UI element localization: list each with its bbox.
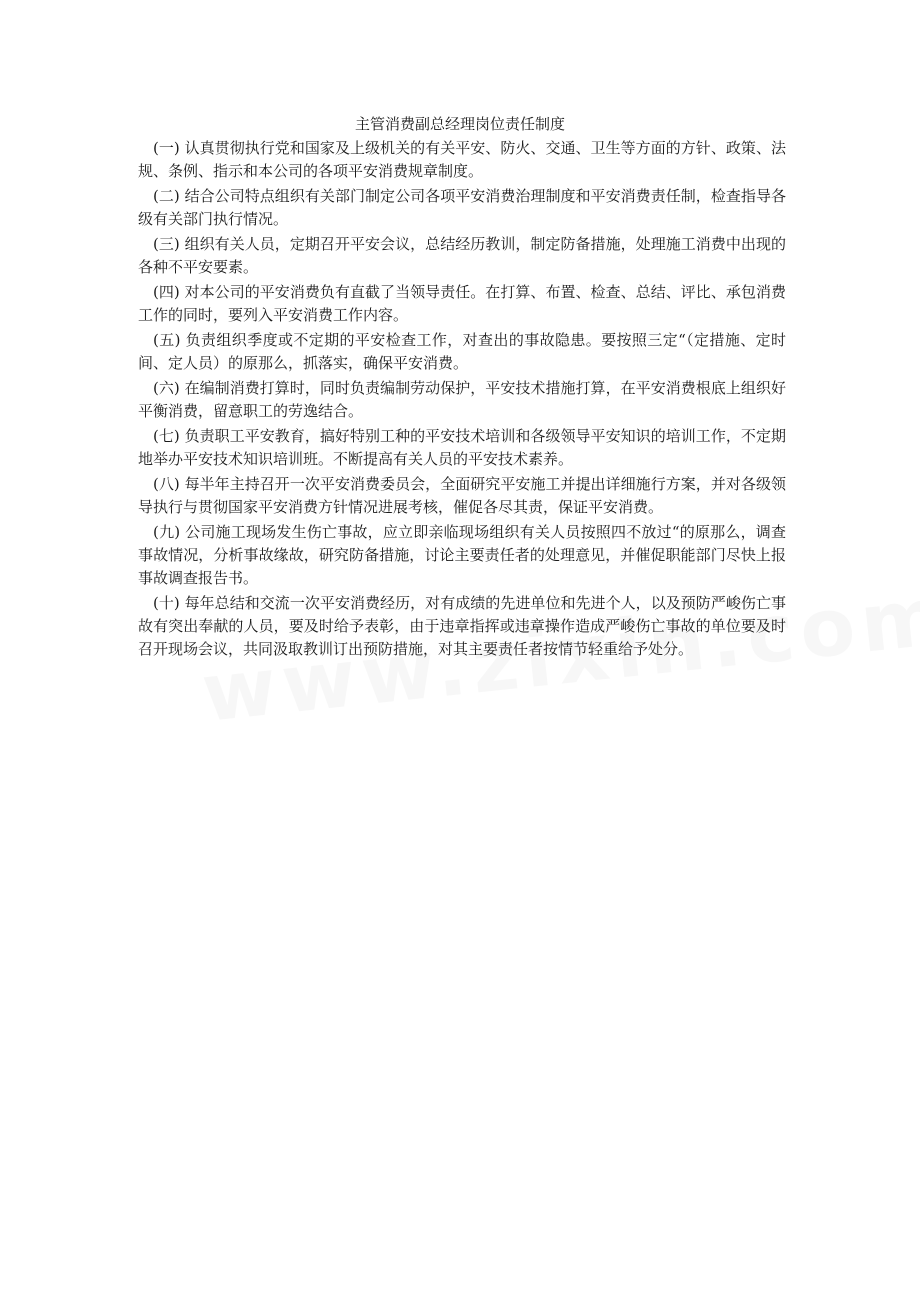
paragraph: (四) 对本公司的平安消费负有直截了当领导责任。在打算、布置、检查、总结、评比、承包消费工作的同时，要列入平安消费工作内容。 [138,283,786,324]
paragraph: (十) 每年总结和交流一次平安消费经历，对有成绩的先进单位和先进个人，以及预防严峻伤亡事故有突出奉献的人员，要及时给予表彰，由于违章指挥或违章操作造成严峻伤亡事故的单位要及时召开现场会议，共同汲取教训订出预防措施，对其主要责任者按情节轻重给予处分。 [138,594,786,658]
document-title: 主管消费副总经理岗位责任制度 [354,115,565,133]
paragraph: (六) 在编制消费打算时，同时负责编制劳动保护，平安技术措施打算，在平安消费根底上组织好平衡消费，留意职工的劳逸结合。 [138,379,786,420]
paragraph: (一) 认真贯彻执行党和国家及上级机关的有关平安、防火、交通、卫生等方面的方针、政策、法规、条例、指示和本公司的各项平安消费规章制度。 [138,139,786,180]
document-body [138,137,786,663]
paragraph: (五) 负责组织季度或不定期的平安检查工作，对查出的事故隐患。要按照三定“（定措施、定时间、定人员）的原那么，抓落实，确保平安消费。 [138,331,786,372]
paragraph: (七) 负责职工平安教育，搞好特别工种的平安技术培训和各级领导平安知识的培训工作，不定期地举办平安技术知识培训班。不断提高有关人员的平安技术素养。 [138,427,786,468]
paragraph: (三) 组织有关人员，定期召开平安会议，总结经历教训，制定防备措施，处理施工消费中出现的各种不平安要素。 [138,235,786,276]
paragraph: (八) 每半年主持召开一次平安消费委员会，全面研究平安施工并提出详细施行方案，并对各级领导执行与贯彻国家平安消费方针情况进展考核，催促各尽其责，保证平安消费。 [138,475,786,516]
paragraph: (九) 公司施工现场发生伤亡事故，应立即亲临现场组织有关人员按照四不放过“的原那么，调查事故情况，分析事故缘故，研究防备措施，讨论主要责任者的处理意见，并催促职能部门尽快上报事故调查报告书。 [138,523,786,587]
paragraph: (二) 结合公司特点组织有关部门制定公司各项平安消费治理制度和平安消费责任制，检查指导各级有关部门执行情况。 [138,187,786,228]
